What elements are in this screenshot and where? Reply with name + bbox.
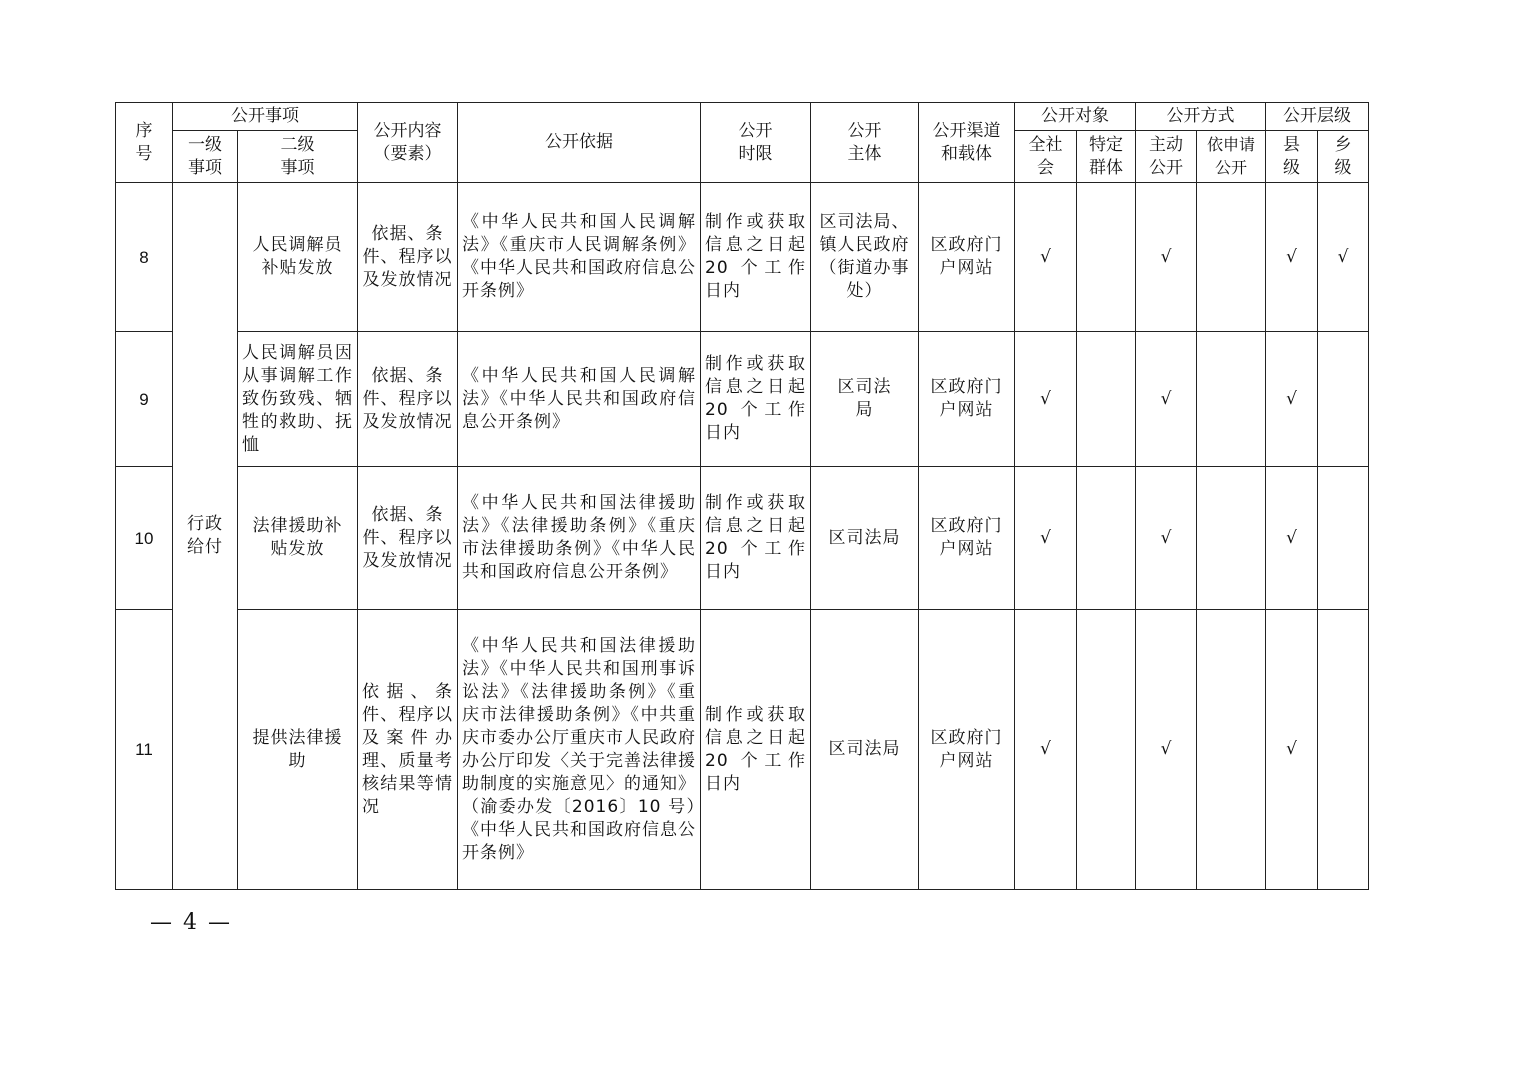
row-method-active: √ — [1136, 332, 1197, 467]
row-basis: 《中华人民共和国人民调解法》《中华人民共和国政府信息公开条例》 — [458, 332, 701, 467]
header-target-all: 全社会 — [1015, 131, 1077, 183]
header-target-specific: 特定群体 — [1077, 131, 1136, 183]
row-content: 依据、条件、程序以及发放情况 — [358, 183, 458, 332]
row-seq: 8 — [116, 183, 173, 332]
header-seq: 序号 — [116, 103, 173, 183]
row-time-limit: 制作或获取信息之日起 20 个工作日内 — [701, 610, 811, 890]
row-method-active: √ — [1136, 610, 1197, 890]
page-number: — 4 — — [150, 910, 232, 935]
row-level-town — [1318, 332, 1369, 467]
header-basis: 公开依据 — [458, 103, 701, 183]
row-channel: 区政府门户网站 — [919, 183, 1015, 332]
row-level-county: √ — [1266, 610, 1318, 890]
row-channel: 区政府门户网站 — [919, 467, 1015, 610]
row-subject: 区司法局 — [811, 610, 919, 890]
row-time-limit: 制作或获取信息之日起 20 个工作日内 — [701, 467, 811, 610]
row-level2: 法律援助补贴发放 — [238, 467, 358, 610]
header-subject: 公开主体 — [811, 103, 919, 183]
row-subject: 区司法局 — [811, 467, 919, 610]
row-channel: 区政府门户网站 — [919, 332, 1015, 467]
row-target-specific — [1077, 183, 1136, 332]
row-seq: 11 — [116, 610, 173, 890]
row-target-all: √ — [1015, 610, 1077, 890]
row-target-all: √ — [1015, 183, 1077, 332]
header-level-town: 乡级 — [1318, 131, 1369, 183]
row-content: 依据、条件、程序以及发放情况 — [358, 332, 458, 467]
row-level-town — [1318, 467, 1369, 610]
row-seq: 10 — [116, 467, 173, 610]
row-method-active: √ — [1136, 183, 1197, 332]
row-method-active: √ — [1136, 467, 1197, 610]
row-level-county: √ — [1266, 332, 1318, 467]
row-time-limit: 制作或获取信息之日起 20 个工作日内 — [701, 183, 811, 332]
row-level-county: √ — [1266, 183, 1318, 332]
row-method-apply — [1197, 610, 1266, 890]
row-target-all: √ — [1015, 467, 1077, 610]
header-level2: 二级事项 — [238, 131, 358, 183]
row-target-specific — [1077, 467, 1136, 610]
header-level1: 一级事项 — [173, 131, 238, 183]
header-level-county: 县级 — [1266, 131, 1318, 183]
disclosure-table — [115, 102, 1369, 890]
header-channel: 公开渠道和载体 — [919, 103, 1015, 183]
table-row — [116, 332, 1369, 467]
row-channel: 区政府门户网站 — [919, 610, 1015, 890]
row-level2: 人民调解员补贴发放 — [238, 183, 358, 332]
row-level-county: √ — [1266, 467, 1318, 610]
row-target-all: √ — [1015, 332, 1077, 467]
row-subject: 区司法局、镇人民政府（街道办事处） — [811, 183, 919, 332]
header-method-group: 公开方式 — [1136, 103, 1266, 131]
header-items-group: 公开事项 — [173, 103, 358, 131]
row-basis: 《中华人民共和国人民调解法》《重庆市人民调解条例》《中华人民共和国政府信息公开条例》 — [458, 183, 701, 332]
header-target-group: 公开对象 — [1015, 103, 1136, 131]
table-row — [116, 467, 1369, 610]
level1-item: 行政给付 — [173, 183, 238, 890]
row-content: 依据、条件、程序以及案件办理、质量考核结果等情况 — [358, 610, 458, 890]
row-method-apply — [1197, 332, 1266, 467]
row-level2: 人民调解员因从事调解工作致伤致残、牺牲的救助、抚恤 — [238, 332, 358, 467]
row-level-town — [1318, 610, 1369, 890]
row-method-apply — [1197, 467, 1266, 610]
row-basis: 《中华人民共和国法律援助法》《法律援助条例》《重庆市法律援助条例》《中华人民共和国政府信息公开条例》 — [458, 467, 701, 610]
row-target-specific — [1077, 332, 1136, 467]
row-method-apply — [1197, 183, 1266, 332]
row-subject: 区司法局 — [811, 332, 919, 467]
header-content: 公开内容（要素） — [358, 103, 458, 183]
header-time-limit: 公开时限 — [701, 103, 811, 183]
row-seq: 9 — [116, 332, 173, 467]
row-level-town: √ — [1318, 183, 1369, 332]
header-level-group: 公开层级 — [1266, 103, 1369, 131]
table-row — [116, 183, 1369, 332]
header-method-apply: 依申请公开 — [1197, 131, 1266, 183]
row-time-limit: 制作或获取信息之日起 20 个工作日内 — [701, 332, 811, 467]
row-content: 依据、条件、程序以及发放情况 — [358, 467, 458, 610]
table-row — [116, 610, 1369, 890]
row-basis: 《中华人民共和国法律援助法》《中华人民共和国刑事诉讼法》《法律援助条例》《重庆市法律援助条例》《中共重庆市委办公厅重庆市人民政府办公厅印发〈关于完善法律援助制度的实施意见〉的通知》（渝委办发〔2016〕10 号）《中华人民共和国政府信息公开条例》 — [458, 610, 701, 890]
row-level2: 提供法律援助 — [238, 610, 358, 890]
row-target-specific — [1077, 610, 1136, 890]
header-method-active: 主动公开 — [1136, 131, 1197, 183]
